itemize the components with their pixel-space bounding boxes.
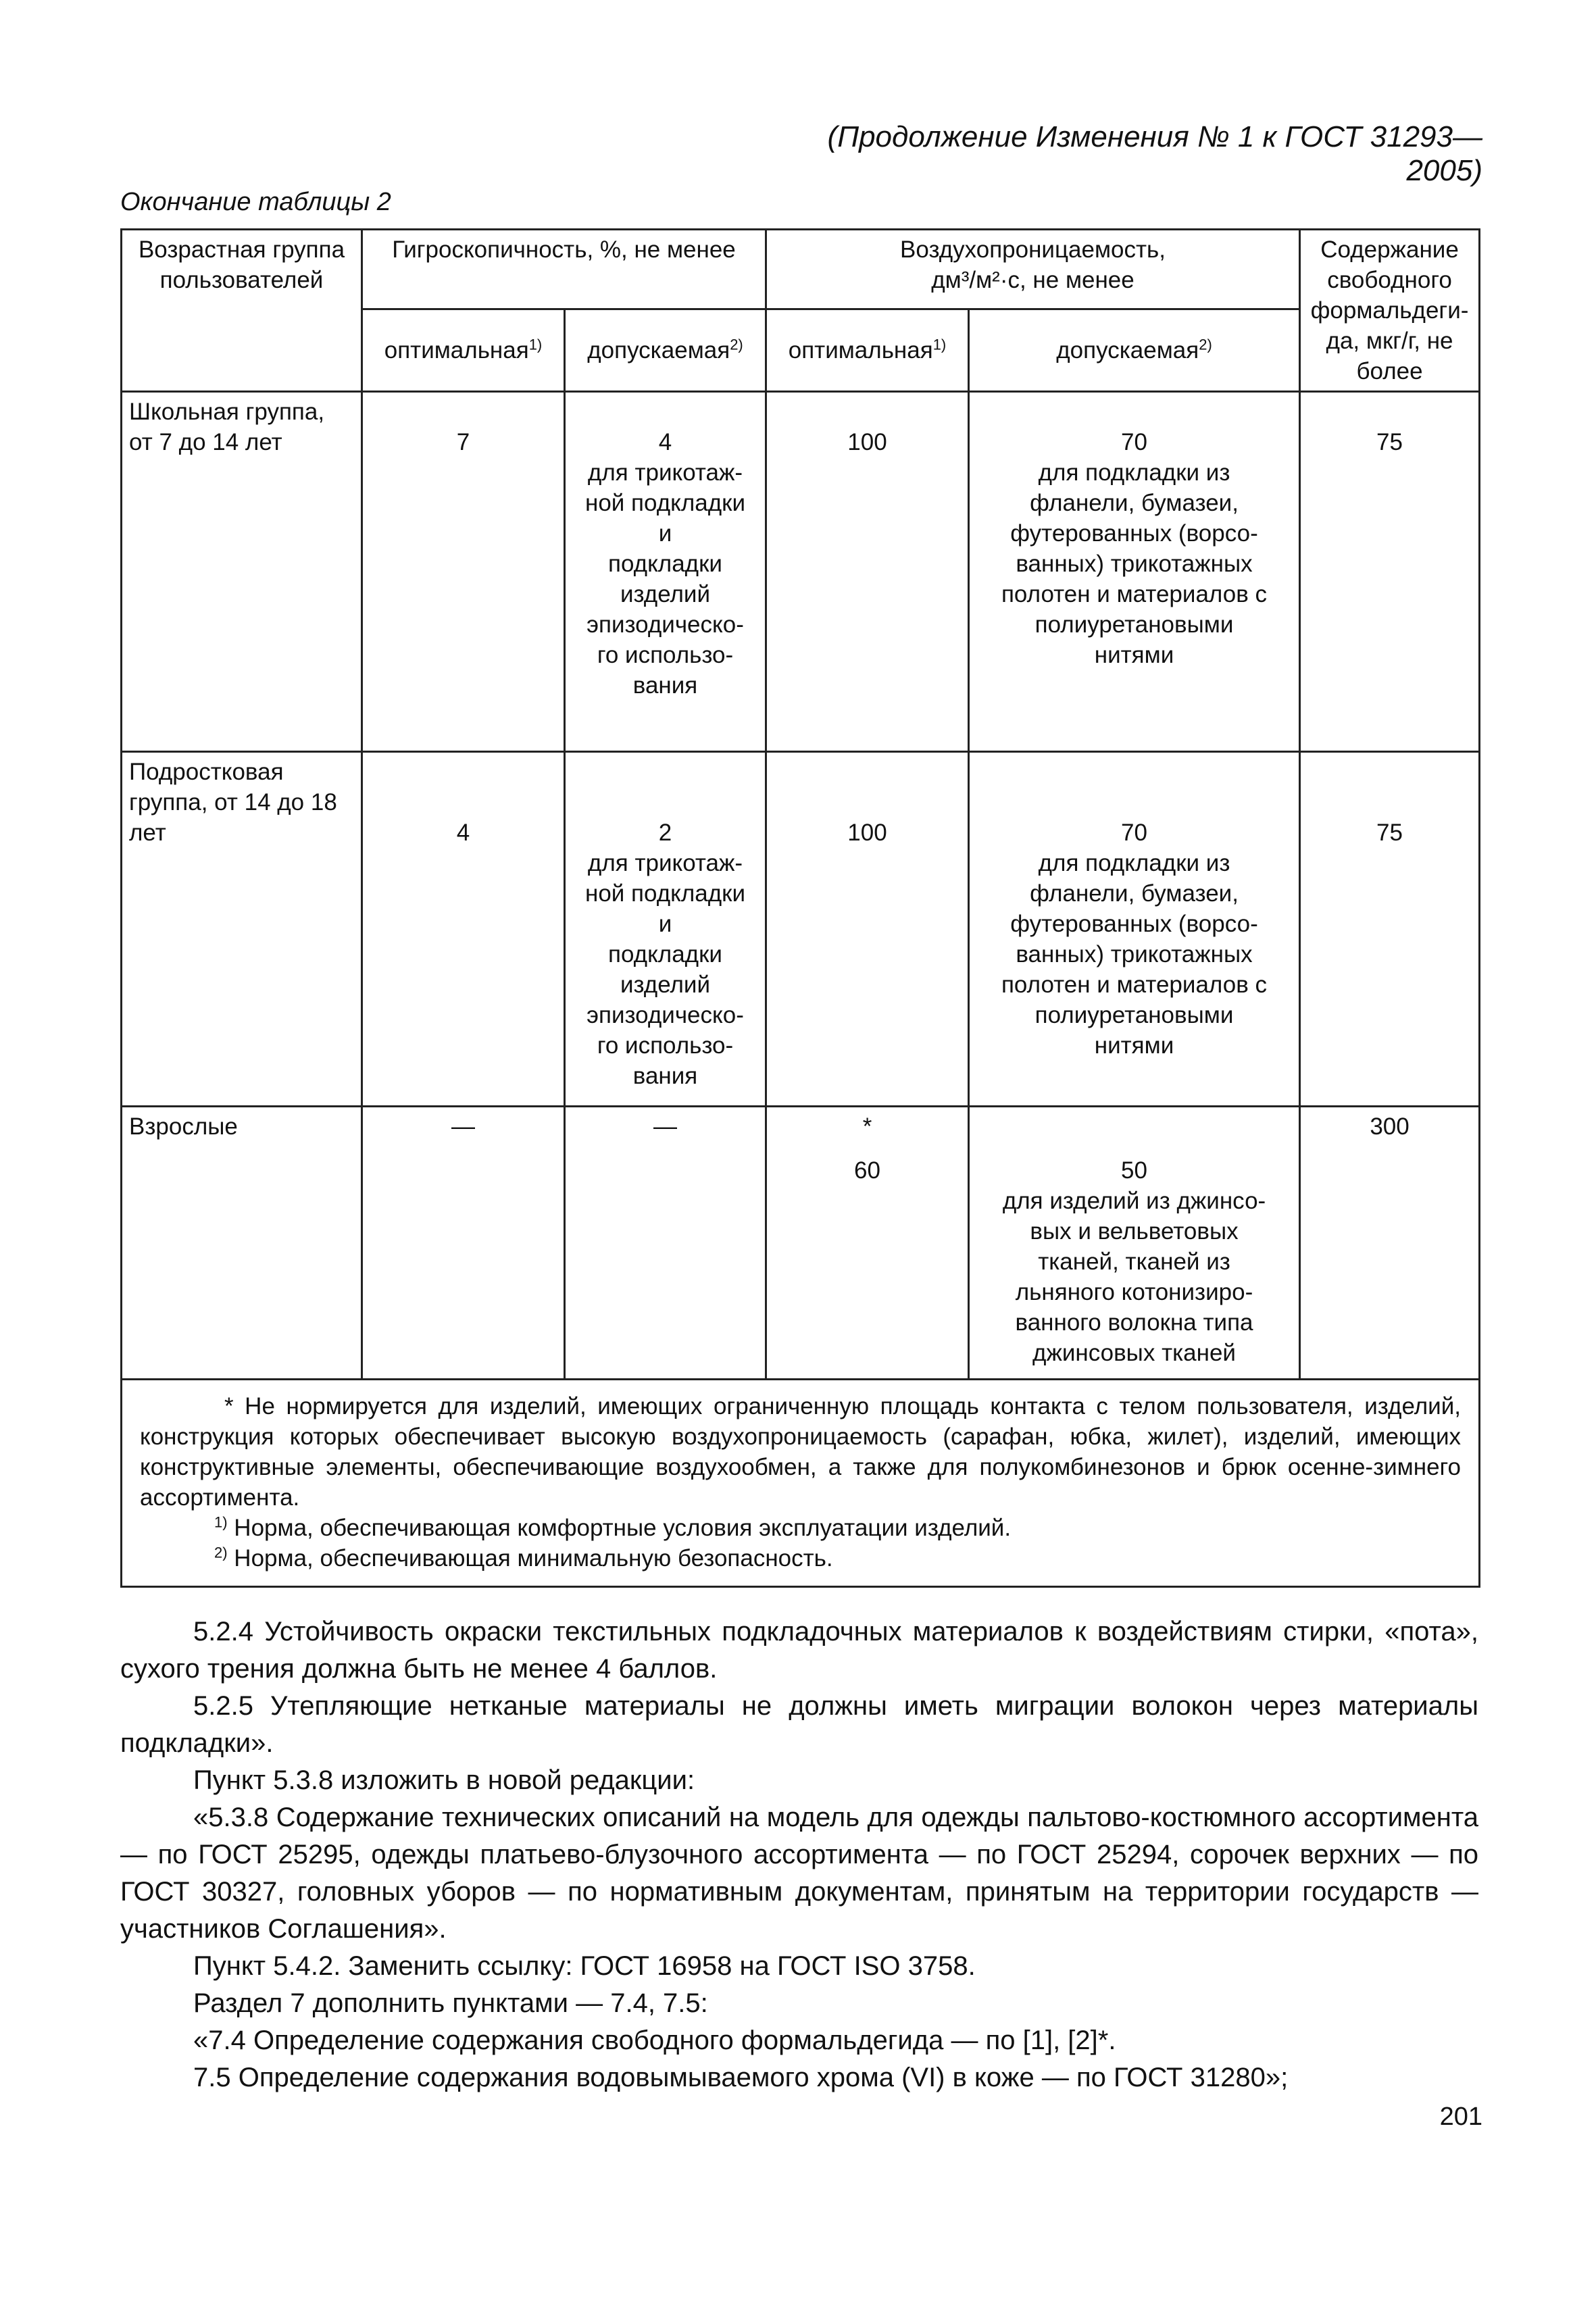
note-line: футерованных (ворсо-	[1010, 911, 1258, 937]
requirements-table	[120, 228, 1480, 1588]
footnote-mark: 2)	[1199, 336, 1212, 353]
subheader-label: допускаемая	[1056, 336, 1199, 363]
note-line: го использо-	[597, 1032, 734, 1059]
table-caption: Окончание таблицы 2	[120, 188, 391, 216]
hygro-allowed-cell	[565, 392, 766, 752]
footnote-mark: 1)	[528, 336, 543, 353]
air-optimal-cell	[766, 1107, 969, 1380]
note-line: для трикотаж-	[587, 850, 743, 876]
table-notes	[122, 1380, 1480, 1587]
note-line: ванного волокна типа	[1015, 1309, 1253, 1336]
value: 60	[854, 1157, 880, 1184]
value: 2	[658, 820, 672, 846]
note-line: джинсовых тканей	[1032, 1340, 1236, 1366]
footnote-mark: 2)	[214, 1544, 228, 1561]
note-line: ванных) трикотажных	[1016, 941, 1253, 967]
subheader-hygro-optimal	[362, 309, 565, 391]
value: 100	[847, 429, 887, 455]
note-line: вания	[632, 672, 698, 699]
paragraph: Пункт 5.4.2. Заменить ссылку: ГОСТ 16958 на ГОСТ ISO 3758.	[193, 1951, 976, 1981]
value: 7	[456, 429, 470, 455]
note-line: и	[658, 520, 672, 547]
value: 100	[847, 820, 887, 846]
value: 75	[1376, 820, 1403, 846]
note-star: * Не нормируется для изделий, имеющих ограниченную площадь контакта с телом пользователя, изделий, конструкция которых обеспечивает высокую воздухопроницаемость (сарафан, юбка, жилет), изделий, имеющих конструктивные элементы, обеспечивающие воздухообмен, а также для полукомбинезонов и брюк осенне-зимнего ассортимента.	[140, 1393, 1462, 1511]
hygro-optimal-cell: —	[362, 1107, 565, 1380]
paragraph: «7.4 Определение содержания свободного формальдегида — по [1], [2]*.	[193, 2026, 1116, 2055]
note-line: вых и вельветовых	[1030, 1218, 1239, 1244]
note-line: изделий	[620, 972, 711, 998]
note-line: фланели, бумазеи,	[1030, 490, 1239, 516]
age-group-cell: Школьная группа, от 7 до 14 лет	[122, 392, 362, 752]
note-line: ванных) трикотажных	[1016, 551, 1253, 577]
table-row	[122, 392, 1480, 752]
note-line: для трикотаж-	[587, 459, 743, 486]
body-text	[120, 1613, 1478, 2096]
note-line: полиуретановыми	[1034, 611, 1234, 638]
page-number: 201	[1439, 2103, 1482, 2131]
paragraph: Раздел 7 дополнить пунктами — 7.4, 7.5:	[193, 1988, 708, 2018]
air-optimal-cell	[766, 392, 969, 752]
table-notes-row	[122, 1380, 1480, 1587]
value: 70	[1121, 429, 1147, 455]
note-line: льняного котонизиро-	[1015, 1279, 1253, 1305]
subheader-air-allowed	[969, 309, 1300, 391]
subheader-label: оптимальная	[384, 336, 529, 363]
hygro-allowed-cell: —	[565, 1107, 766, 1380]
header-air-permeability-line2: дм³/м²·с, не менее	[931, 267, 1134, 293]
header-age-group: Возрастная группа пользователей	[122, 230, 362, 392]
footnote-mark: 1)	[214, 1513, 228, 1531]
running-header: (Продолжение Изменения № 1 к ГОСТ 31293—2005)	[827, 120, 1482, 187]
value: 70	[1121, 820, 1147, 846]
note-line: эпизодическо-	[587, 1002, 744, 1028]
subheader-label: допускаемая	[587, 336, 730, 363]
hygro-allowed-cell	[565, 752, 766, 1107]
table-row	[122, 752, 1480, 1107]
footnote-mark: 2)	[730, 336, 743, 353]
paragraph: Пункт 5.3.8 изложить в новой редакции:	[193, 1765, 695, 1795]
subheader-label: оптимальная	[788, 336, 933, 363]
air-optimal-cell	[766, 752, 969, 1107]
note-text: Норма, обеспечивающая минимальную безопасность.	[234, 1545, 833, 1571]
note-line: полиуретановыми	[1034, 1002, 1234, 1028]
header-air-permeability-line1: Воздухопроницаемость,	[900, 236, 1166, 263]
note-line: для изделий из джинсо-	[1002, 1188, 1266, 1214]
value: 50	[1121, 1157, 1147, 1184]
footnote-star: *	[862, 1113, 872, 1140]
footnote-mark: 1)	[932, 336, 947, 353]
hygro-optimal-cell	[362, 752, 565, 1107]
value: 4	[658, 429, 672, 455]
subheader-air-optimal	[766, 309, 969, 391]
note-line: фланели, бумазеи,	[1030, 880, 1239, 907]
note-line: полотен и материалов с	[1001, 581, 1268, 607]
age-group-cell: Взрослые	[122, 1107, 362, 1380]
air-allowed-cell	[969, 392, 1300, 752]
note-line: и	[658, 911, 672, 937]
note-line: тканей, тканей из	[1038, 1249, 1230, 1275]
note-line: го использо-	[597, 642, 734, 668]
header-air-permeability	[766, 230, 1300, 309]
hygro-optimal-cell	[362, 392, 565, 752]
note-line: для подкладки из	[1038, 459, 1230, 486]
paragraph: 5.2.4 Устойчивость окраски текстильных подкладочных материалов к воздействиям стирки, «пота», сухого трения должна быть не менее 4 баллов.	[120, 1617, 1478, 1684]
subheader-hygro-allowed	[565, 309, 766, 391]
note-line: эпизодическо-	[587, 611, 744, 638]
air-allowed-cell	[969, 752, 1300, 1107]
note-line: подкладки	[608, 551, 722, 577]
note-line: изделий	[620, 581, 711, 607]
air-allowed-cell	[969, 1107, 1300, 1380]
note-line: ной подкладки	[584, 880, 746, 907]
note-line: вания	[632, 1063, 698, 1089]
value: 75	[1376, 429, 1403, 455]
note-line: подкладки	[608, 941, 722, 967]
header-hygroscopicity: Гигроскопичность, %, не менее	[362, 230, 766, 309]
note-2	[140, 1543, 1461, 1574]
note-text: Норма, обеспечивающая комфортные условия эксплуатации изделий.	[234, 1515, 1012, 1541]
age-group-cell: Подростковая группа, от 14 до 18 лет	[122, 752, 362, 1107]
header-formaldehyde: Содержание свободного формальдеги-да, мкг/г, не более	[1300, 230, 1480, 392]
paragraph: 5.2.5 Утепляющие нетканые материалы не должны иметь миграции волокон через материалы подкладки».	[120, 1691, 1478, 1758]
note-1	[140, 1513, 1461, 1543]
note-line: полотен и материалов с	[1001, 972, 1268, 998]
paragraph: 7.5 Определение содержания водовымываемого хрома (VI) в коже — по ГОСТ 31280»;	[193, 2063, 1289, 2092]
note-line: нитями	[1094, 642, 1174, 668]
note-line: футерованных (ворсо-	[1010, 520, 1258, 547]
formaldehyde-cell	[1300, 752, 1480, 1107]
note-line: нитями	[1094, 1032, 1174, 1059]
paragraph: «5.3.8 Содержание технических описаний на модель для одежды пальтово-костюмного ассортимента — по ГОСТ 25295, одежды платьево-блузочного ассортимента — по ГОСТ 25294, сорочек верхних — по ГОСТ 30327, головных уборов — по нормативным документам, принятым на территории государств — участников Соглашения».	[120, 1803, 1478, 1944]
formaldehyde-cell: 300	[1300, 1107, 1480, 1380]
table-row	[122, 1107, 1480, 1380]
value: 4	[456, 820, 470, 846]
formaldehyde-cell	[1300, 392, 1480, 752]
note-line: для подкладки из	[1038, 850, 1230, 876]
note-line: ной подкладки	[584, 490, 746, 516]
